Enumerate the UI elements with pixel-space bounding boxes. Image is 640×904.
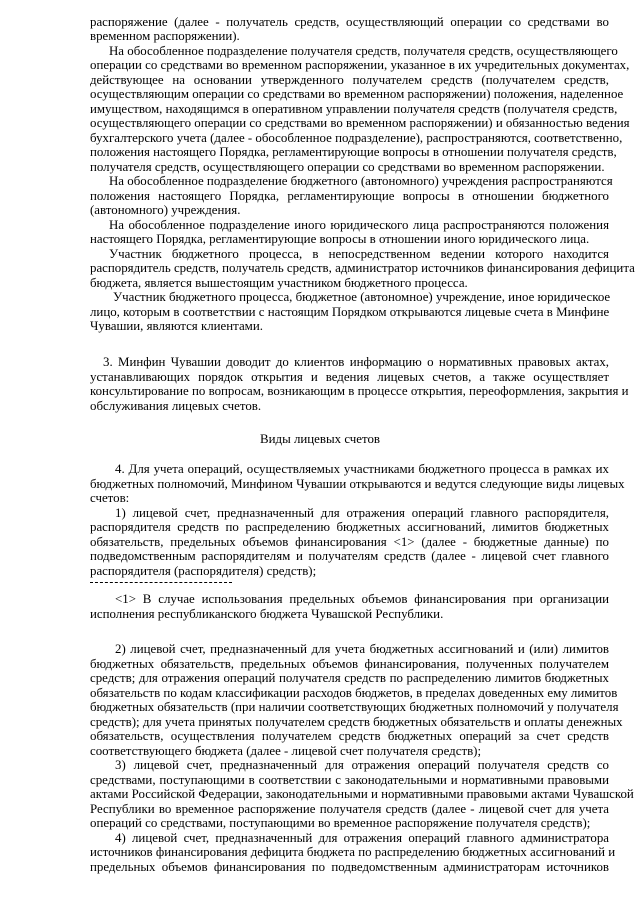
- text-line: счетов:: [90, 491, 130, 505]
- section-heading: Виды лицевых счетов: [260, 432, 380, 446]
- text-line: 3) лицевой счет, предназначенный для отражения операций получателя средств со: [115, 758, 609, 772]
- text-line: распорядителя средств по распределению бюджетных ассигнований, лимитов бюджетных: [90, 520, 609, 534]
- text-line: консультирование по вопросам, возникающим в процессе открытия, переоформления, закрытия и: [90, 384, 629, 398]
- text-line: источников финансирования дефицита бюджета по распределению бюджетных ассигнований и: [90, 845, 616, 859]
- text-line: 4. Для учета операций, осуществляемых участниками бюджетного процесса в рамках их: [115, 462, 609, 476]
- footnote-separator: [90, 582, 232, 583]
- text-line: На обособленное подразделение иного юридического лица распространяются положения: [109, 218, 609, 232]
- text-line: распоряжение (далее - получатель средств, осуществляющий операции со средствами во: [90, 15, 609, 29]
- text-line: бюджетных обязательств (при наличии соответствующих бюджетных полномочий у получателя: [90, 700, 619, 714]
- text-line: средствами, поступающими в соответствии с законодательными и нормативными правовыми: [90, 773, 609, 787]
- text-line: На обособленное подразделение получателя средств, получателя средств, осуществляющего: [109, 44, 618, 58]
- text-line: обслуживания лицевых счетов.: [90, 399, 262, 413]
- text-line: имуществом, находящимся в оперативном управлении получателя средств (получателя средств,: [90, 102, 618, 116]
- text-line: бюджета, является вышестоящим участником бюджетного процесса.: [90, 276, 468, 290]
- text-line: 4) лицевой счет, предназначенный для отражения операций главного администратора: [115, 831, 609, 845]
- text-line: Чувашии, являются клиентами.: [90, 319, 263, 333]
- text-line: Участник бюджетного процесса, в непосредственном ведении которого находится: [109, 247, 609, 261]
- text-line: распорядитель средств, получатель средств, администратор источников финансирования дефицита: [90, 261, 635, 275]
- text-line: предельных объемов финансирования по подведомственным администраторам источников: [90, 860, 609, 874]
- text-line: бухгалтерского учета (далее - обособленное подразделение), распространяются, соответственно,: [90, 131, 623, 145]
- text-line: операций со средствами, поступающими во временное распоряжение получателя средств);: [90, 816, 591, 830]
- text-line: средств; для отражения операций получателя средств по распределению лимитов бюджетных: [90, 671, 609, 685]
- text-line: бюджетных обязательств, предельных объемов финансирования, полученных получателем: [90, 657, 609, 671]
- text-line: положения настоящего Порядка, регламентирующие вопросы в отношении получателя средств,: [90, 145, 617, 159]
- footnote-text: исполнения республиканского бюджета Чувашской Республики.: [90, 607, 444, 621]
- text-line: 1) лицевой счет, предназначенный для отражения операций главного распорядителя,: [115, 506, 609, 520]
- text-line: средств); для учета принятых получателем средств бюджетных обязательств и оплаты денежных: [90, 715, 623, 729]
- text-line: соответствующего бюджета (далее - лицевой счет получателя средств);: [90, 744, 482, 758]
- text-line: бюджетных полномочий, Минфином Чувашии открываются и ведутся следующие виды лицевых: [90, 477, 625, 491]
- text-line: подведомственным распорядителям и получателям средств (далее - лицевой счет главного: [90, 549, 609, 563]
- text-line: действующее на основании утвержденного получателем средств (получателем средств,: [90, 73, 609, 87]
- text-line: осуществляющим операции со средствами во временном распоряжении) положения, наделенное: [90, 87, 624, 101]
- text-line: На обособленное подразделение бюджетного (автономного) учреждения распространяются: [109, 174, 613, 188]
- text-line: временном распоряжении).: [90, 29, 240, 43]
- footnote-text: <1> В случае использования предельных объемов финансирования при организации: [115, 592, 609, 606]
- text-line: операции со средствами во временном распоряжении, указанное в их учредительных документах,: [90, 58, 630, 72]
- text-line: 2) лицевой счет, предназначенный для учета бюджетных ассигнований и (или) лимитов: [115, 642, 609, 656]
- text-line: обязательств по кодам классификации расходов бюджетов, в пределах доведенных ему лимитов: [90, 686, 618, 700]
- text-line: обязательств, предельных объемов финансирования <1> (далее - бюджетные данные) по: [90, 535, 609, 549]
- text-line: 3. Минфин Чувашии доводит до клиентов информацию о нормативных правовых актах,: [103, 355, 609, 369]
- text-line: осуществляющего операции со средствами во временном распоряжении) и обязанностью ведения: [90, 116, 630, 130]
- text-line: положения настоящего Порядка, регламентирующие вопросы в отношении бюджетного: [90, 189, 609, 203]
- text-line: актами Российской Федерации, законодательными и нормативными правовыми актами Чувашской: [90, 787, 634, 801]
- text-line: Участник бюджетного процесса, бюджетное (автономное) учреждение, иное юридическое: [113, 290, 611, 304]
- text-line: получателя средств, осуществляющего операции со средствами во временном распоряжении.: [90, 160, 605, 174]
- text-line: лицо, которым в соответствии с настоящим Порядком открываются лицевые счета в Минфине: [90, 305, 610, 319]
- text-line: настоящего Порядка, регламентирующие вопросы в отношении иного юридического лица.: [90, 232, 590, 246]
- text-line: распорядителя (распорядителя) средств);: [90, 564, 317, 578]
- text-line: обязательств, осуществления получателем средств бюджетных операций за счет средств: [90, 729, 609, 743]
- text-line: (автономного) учреждения.: [90, 203, 241, 217]
- text-line: Республики во временное распоряжение получателя средств (далее - лицевой счет для учета: [90, 802, 609, 816]
- text-line: устанавливающих порядок открытия и ведения лицевых счетов, а также осуществляет: [90, 370, 609, 384]
